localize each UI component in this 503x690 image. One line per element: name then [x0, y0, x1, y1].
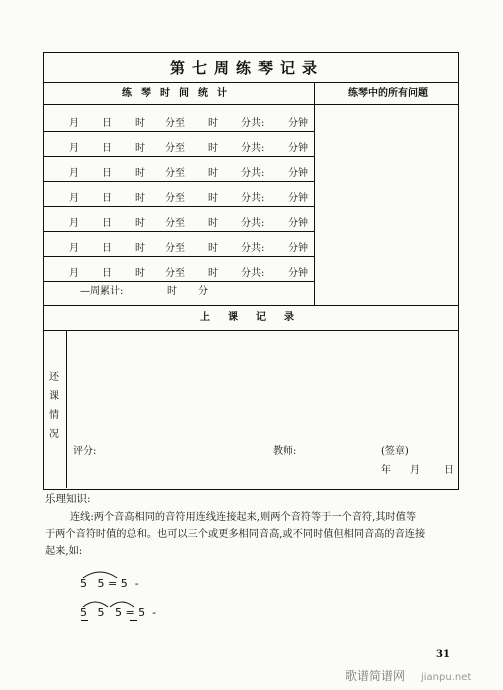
- practice-row-hour: 时: [135, 118, 145, 129]
- date-day: 日: [444, 465, 454, 476]
- date-year: 年: [381, 465, 391, 476]
- practice-row-month: 月: [69, 193, 79, 204]
- practice-row: [45, 133, 313, 155]
- theory-line-1: 连线:两个音高相同的音符用连线连接起来,则两个音符等于一个音符,其时值等: [70, 512, 417, 523]
- practice-row-total: 分共:: [241, 218, 265, 229]
- practice-row-total: 分共:: [241, 193, 265, 204]
- practice-row-divider: [43, 131, 314, 132]
- page-title: 第七周练琴记录: [170, 59, 325, 77]
- practice-row-min-to: 分至: [165, 218, 185, 229]
- practice-row-hour: 时: [135, 268, 145, 279]
- review-char: 还: [49, 372, 59, 383]
- practice-row-minutes: 分钟: [288, 243, 308, 254]
- practice-row-minutes: 分钟: [288, 118, 308, 129]
- practice-row-min-to: 分至: [165, 143, 185, 154]
- practice-row-month: 月: [69, 118, 79, 129]
- practice-row-day: 日: [102, 168, 112, 179]
- practice-row: [45, 158, 313, 180]
- practice-row-min-to: 分至: [165, 168, 185, 179]
- practice-row-minutes: 分钟: [288, 143, 308, 154]
- practice-row-hour2: 时: [208, 168, 218, 179]
- practice-row-divider: [43, 256, 314, 257]
- practice-row-minutes: 分钟: [288, 168, 308, 179]
- practice-time-header: 练琴时间统计: [122, 88, 236, 99]
- practice-row-total: 分共:: [241, 118, 265, 129]
- theory-heading: 乐理知识:: [45, 493, 91, 505]
- tie-example-2: 5 5 5 = 5 -: [80, 606, 157, 619]
- score-label: 评分:: [73, 446, 97, 457]
- practice-row-hour2: 时: [208, 193, 218, 204]
- practice-row-day: 日: [102, 193, 112, 204]
- week-total-divider: [43, 305, 458, 306]
- practice-row-hour: 时: [135, 168, 145, 179]
- practice-row-hour2: 时: [208, 218, 218, 229]
- teacher-label: 教师:: [273, 446, 297, 457]
- practice-row-divider: [43, 206, 314, 207]
- practice-row-month: 月: [69, 268, 79, 279]
- practice-row-min-to: 分至: [165, 243, 185, 254]
- header-divider: [43, 104, 458, 105]
- practice-row-day: 日: [102, 143, 112, 154]
- practice-row-total: 分共:: [241, 268, 265, 279]
- week-total-hour: 时: [167, 286, 177, 297]
- practice-row-minutes: 分钟: [288, 218, 308, 229]
- practice-row-hour: 时: [135, 218, 145, 229]
- practice-row-hour2: 时: [208, 118, 218, 129]
- seal-label: (签章): [381, 446, 409, 457]
- practice-row-day: 日: [102, 218, 112, 229]
- practice-row-hour2: 时: [208, 243, 218, 254]
- date-month: 月: [410, 465, 420, 476]
- practice-row-month: 月: [69, 243, 79, 254]
- practice-row-min-to: 分至: [165, 193, 185, 204]
- practice-row: [45, 258, 313, 280]
- practice-row-day: 日: [102, 118, 112, 129]
- review-char: 情: [49, 410, 59, 421]
- page-number: 31: [436, 649, 450, 660]
- practice-row-day: 日: [102, 268, 112, 279]
- practice-row-hour2: 时: [208, 268, 218, 279]
- practice-row: [45, 108, 313, 130]
- practice-row-hour2: 时: [208, 143, 218, 154]
- practice-row-hour: 时: [135, 193, 145, 204]
- practice-row-total: 分共:: [241, 143, 265, 154]
- practice-row-month: 月: [69, 218, 79, 229]
- practice-row-divider: [43, 181, 314, 182]
- lesson-record-header: 上课记录: [200, 312, 312, 323]
- watermark-text: 歌谱简谱网: [345, 669, 406, 683]
- column-divider: [314, 82, 315, 305]
- practice-row-minutes: 分钟: [288, 268, 308, 279]
- practice-row-total: 分共:: [241, 243, 265, 254]
- review-char: 况: [49, 429, 59, 440]
- tie-example-1: 5 5 = 5 -: [80, 577, 139, 590]
- practice-row-hour: 时: [135, 243, 145, 254]
- practice-row: [45, 208, 313, 230]
- week-total-minute: 分: [198, 286, 208, 297]
- practice-row-hour: 时: [135, 143, 145, 154]
- practice-row-month: 月: [69, 143, 79, 154]
- practice-row: [45, 233, 313, 255]
- week-total-label: —周累计:: [80, 286, 124, 297]
- watermark-url: jianpu.net: [421, 672, 472, 683]
- underline-note-a: [81, 620, 88, 621]
- practice-row-total: 分共:: [241, 168, 265, 179]
- practice-row-min-to: 分至: [165, 118, 185, 129]
- practice-row-divider: [43, 156, 314, 157]
- practice-row-divider: [43, 231, 314, 232]
- practice-row: [45, 183, 313, 205]
- problems-header: 练琴中的所有问题: [348, 88, 428, 99]
- review-side-label: [47, 368, 61, 444]
- lesson-header-divider: [43, 330, 458, 331]
- practice-row-minutes: 分钟: [288, 193, 308, 204]
- practice-row-day: 日: [102, 243, 112, 254]
- practice-row-month: 月: [69, 168, 79, 179]
- theory-line-3: 起来,如:: [45, 546, 83, 557]
- underline-note-b: [130, 620, 137, 621]
- practice-row-min-to: 分至: [165, 268, 185, 279]
- review-char: 课: [49, 391, 59, 402]
- theory-line-2: 于两个音符时值的总和。也可以三个或更多相同音高,或不同时值但相同音高的音连接: [45, 529, 426, 540]
- title-divider: [43, 82, 458, 83]
- review-side-divider: [66, 330, 67, 488]
- practice-row-divider: [43, 281, 314, 282]
